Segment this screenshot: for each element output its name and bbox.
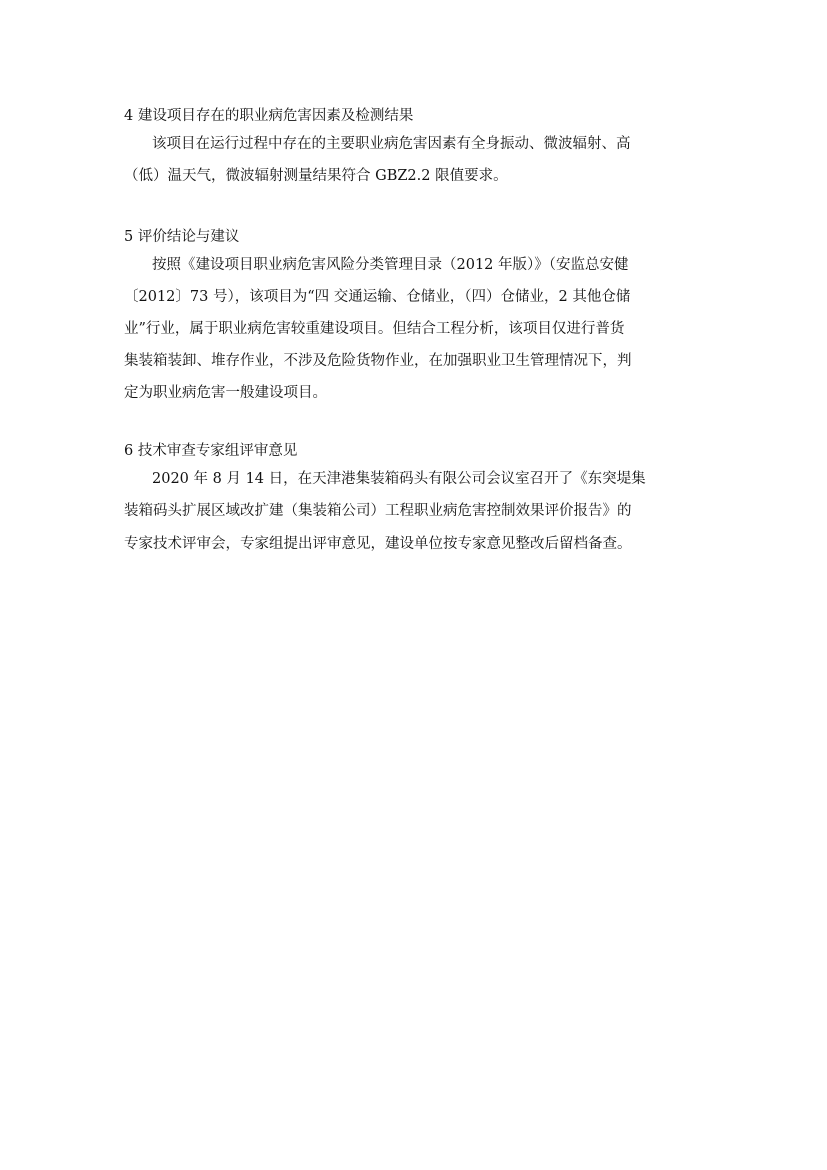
section-4-paragraph-line: 该项目在运行过程中存在的主要职业病危害因素有全身振动、微波辐射、高	[152, 136, 631, 152]
section-5-paragraph-line: 业”行业，属于职业病危害较重建设项目。但结合工程分析，该项目仅进行普货	[124, 321, 625, 337]
section-5-paragraph-line: 〔2012〕73 号），该项目为“四 交通运输、仓储业，（四）仓储业，2 其他仓储	[124, 289, 631, 305]
section-6-paragraph-line: 2020 年 8 月 14 日，在天津港集装箱码头有限公司会议室召开了《东突堤集	[152, 471, 646, 487]
section-6-paragraph-line: 装箱码头扩展区域改扩建（集装箱公司）工程职业病危害控制效果评价报告》的	[124, 503, 632, 519]
section-4-paragraph-line: （低）温天气，微波辐射测量结果符合 GBZ2.2 限值要求。	[124, 168, 508, 184]
section-5-paragraph-line: 集装箱装卸、堆存作业，不涉及危险货物作业，在加强职业卫生管理情况下，判	[124, 353, 632, 369]
section-6-paragraph-line: 专家技术评审会，专家组提出评审意见，建设单位按专家意见整改后留档备查。	[124, 536, 632, 552]
section-5-paragraph-line: 按照《建设项目职业病危害风险分类管理目录（2012 年版）》（安监总安健	[152, 257, 629, 273]
section-5-heading: 5 评价结论与建议	[124, 229, 240, 245]
section-4-heading: 4 建设项目存在的职业病危害因素及检测结果	[124, 108, 414, 124]
section-6-heading: 6 技术审查专家组评审意见	[124, 443, 298, 459]
section-5-paragraph-line: 定为职业病危害一般建设项目。	[124, 385, 327, 401]
